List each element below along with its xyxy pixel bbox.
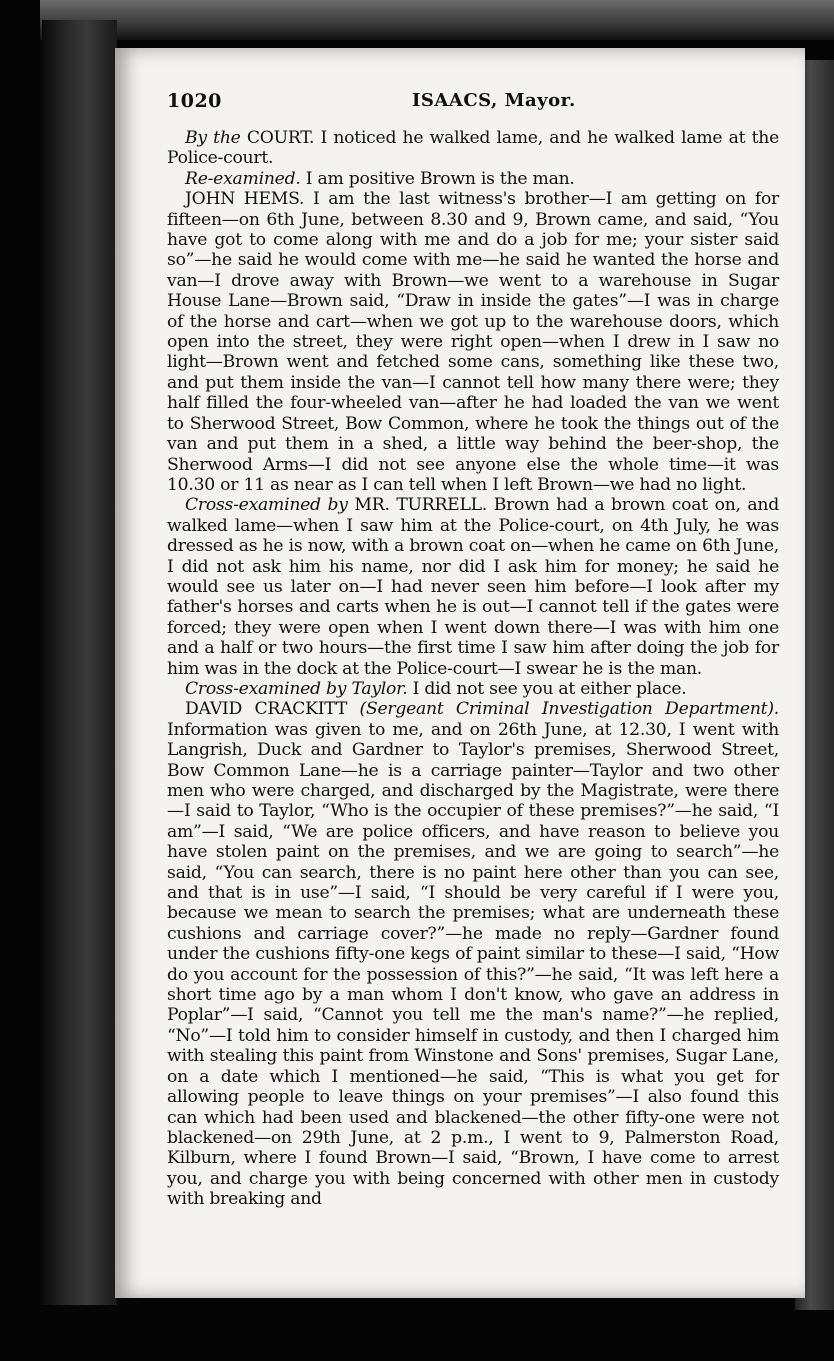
speaker-lead: Cross-examined by — [185, 495, 348, 516]
paragraph-john-hems — [167, 189, 779, 495]
paragraph-reexamined — [167, 169, 779, 189]
witness-name: DAVID CRACKITT — [185, 699, 348, 720]
running-title: ISAACS, Mayor. — [412, 90, 576, 111]
witness-role: (Sergeant Criminal Investigation Department). — [359, 699, 779, 720]
paragraph-cross-taylor — [167, 679, 779, 699]
paragraph-cross-turrell — [167, 495, 779, 679]
paragraph-court — [167, 128, 779, 169]
paragraph-text: I noticed he walked lame, and he walked lame at the Police-court. — [167, 128, 780, 169]
body-text — [167, 128, 779, 1210]
paragraph-text: Brown had a brown coat on, and walked lame—when I saw him at the Police-court, on 4th July, he was dressed as he is now, with a brown coat on—when he came on 6th June, I did not ask him his name, nor did I ask him for money; he said he would see us later on—I had never seen him before—I look after my father's horses and carts when he is out—I cannot tell if the gates were forced; they were open when I went down there—I was with him one and a half or two hours—the first time I saw him after doing the job for him was in the dock at the Police-court—I swear he is the man. — [167, 495, 779, 679]
speaker-name: COURT. — [246, 128, 315, 148]
page-number: 1020 — [167, 90, 222, 112]
speaker-name: MR. TURRELL. — [354, 495, 488, 516]
paragraph-david-crackitt — [167, 699, 779, 1209]
book-page — [115, 48, 805, 1298]
book-top-edge — [40, 0, 834, 40]
book-spine-edge — [42, 20, 117, 1305]
speaker-lead: Re-examined. — [185, 168, 301, 189]
speaker-lead: Cross-examined by Taylor. — [185, 678, 408, 699]
paragraph-text: Information was given to me, and on 26th June, at 12.30, I went with Langrish, Duck and Gardner to Taylor's premises, Sherwood Street, Bow Common Lane—he is a carriage painter—Taylor and two other men who were charged, and discharged by the Magistrate, were there—I said to Taylor, “Who is the occupier of these premises?”—he said, “I am”—I said, “We are police officers, and have reason to believe you have stolen paint on the premises, and we are going to search”—he said, “You can search, there is no paint here other than you can see, and that is in use”—I said, “I should be very careful if I were you, because we mean to search the premises; what are underneath these cushions and carriage cover?”—he made no reply—Gardner found under the cushions fifty-one kegs of paint similar to these—I said, “How do you account for the possession of this?”—he said, “It was left here a short time ago by a man whom I don't know, who gave an address in Poplar”—I said, “Cannot you tell me the man's name?”—he replied, “No”—I told him to consider himself in custody, and then I charged him with stealing this paint from Winstone and Sons' premises, Sugar Lane, on a date which I mentioned—he said, “This is what you get for allowing people to leave things on your premises”—I also found this can which had been used and blackened—the other fifty-one were not blackened—on 29th June, at 2 p.m., I went to 9, Palmerston Road, Kilburn, where I found Brown—I said, “Brown, I have come to arrest you, and charge you with being concerned with other men in custody with breaking and — [167, 719, 779, 1210]
running-head — [167, 90, 777, 116]
paragraph-text: I am positive Brown is the man. — [300, 168, 575, 189]
paragraph-text: I did not see you at either place. — [407, 678, 687, 699]
witness-name: JOHN HEMS. — [185, 189, 305, 210]
speaker-lead: By the — [185, 128, 241, 148]
paragraph-text: I am the last witness's brother—I am getting on for fifteen—on 6th June, between 8.30 and 9, Brown came, and said, “You have got to come along with me and do a job for me; your sister said so”—he said he would come with me—he said he wanted the horse and van—I drove away with Brown—we went to a warehouse in Sugar House Lane—Brown said, “Draw in inside the gates”—I was in charge of the horse and cart—when we got up to the warehouse doors, which open into the street, they were right open—when I drew in I saw no light—Brown went and fetched some cans, something like these two, and put them inside the van—I cannot tell how many there were; they half filled the four-wheeled van—after he had loaded the van we went to Sherwood Street, Bow Common, where he took the things out of the van and put them in a shed, a little way behind the beer-shop, the Sherwood Arms—I did not see anyone else the whole time—it was 10.30 or 11 as near as I can tell when I left Brown—we had no light. — [167, 189, 780, 495]
